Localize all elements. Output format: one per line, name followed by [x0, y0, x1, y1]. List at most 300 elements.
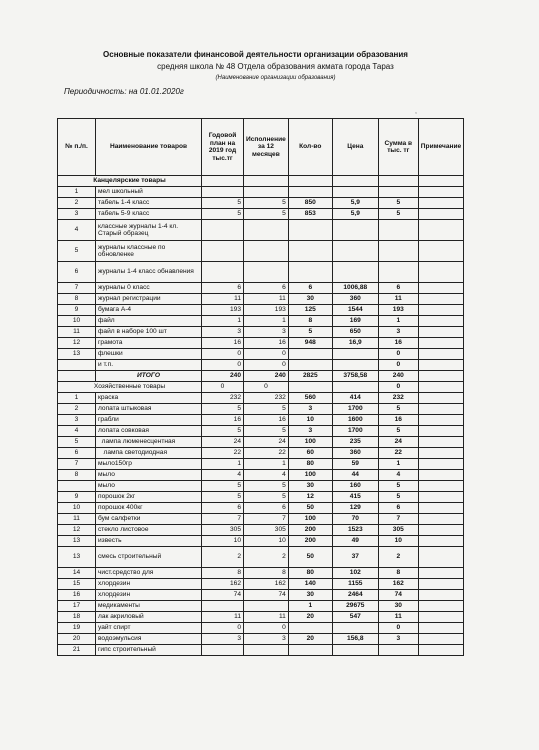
cell-price: 415 — [332, 492, 378, 503]
cell-sum: 22 — [378, 448, 418, 459]
cell-plan: 1 — [202, 459, 244, 470]
cell-price: 1155 — [332, 579, 378, 590]
cell-note — [418, 198, 463, 209]
cell-number: 14 — [58, 568, 96, 579]
cell-execution: 5 — [244, 492, 289, 503]
cell-price: 49 — [332, 536, 378, 547]
cell-note — [418, 262, 463, 283]
total-row — [58, 371, 464, 382]
empty-cell — [202, 176, 244, 187]
table-row — [58, 283, 464, 294]
cell-name: лампа люменесцентная — [96, 437, 202, 448]
cell-plan: 11 — [202, 294, 244, 305]
cell-quantity: 200 — [288, 536, 332, 547]
cell-quantity: 30 — [288, 481, 332, 492]
cell-name: журналы классные по обновленке — [96, 241, 202, 262]
cell-sum: 11 — [378, 294, 418, 305]
cell-plan: 3 — [202, 327, 244, 338]
cell-name: хлордезин — [96, 590, 202, 601]
cell-name: файл — [96, 316, 202, 327]
cell-note — [418, 634, 463, 645]
cell-execution: 5 — [244, 404, 289, 415]
cell-execution: 5 — [244, 481, 289, 492]
cell-number: 6 — [58, 448, 96, 459]
section-row — [58, 382, 464, 393]
cell-name: уайт спирт — [96, 623, 202, 634]
cell-number: 9 — [58, 492, 96, 503]
cell-number: 6 — [58, 262, 96, 283]
table-row — [58, 448, 464, 459]
cell-price: 235 — [332, 437, 378, 448]
cell-execution — [244, 241, 289, 262]
cell-name: журналы 1-4 класс обнавления — [96, 262, 202, 283]
cell-number: 3 — [58, 415, 96, 426]
cell-price: 1006,88 — [332, 283, 378, 294]
cell-sum: 24 — [378, 437, 418, 448]
cell-execution — [244, 262, 289, 283]
cell-note — [418, 393, 463, 404]
cell-execution — [244, 645, 289, 656]
table-row — [58, 187, 464, 198]
cell-quantity — [288, 623, 332, 634]
cell-number: 5 — [58, 241, 96, 262]
table-row — [58, 316, 464, 327]
cell-plan: 1 — [202, 316, 244, 327]
cell-name: табель 1-4 класс — [96, 198, 202, 209]
cell-number: 1 — [58, 187, 96, 198]
cell-plan: 24 — [202, 437, 244, 448]
empty-cell — [418, 176, 463, 187]
cell-execution: 1 — [244, 459, 289, 470]
cell-note — [418, 404, 463, 415]
cell-price — [332, 623, 378, 634]
empty-cell — [378, 176, 418, 187]
cell-plan: 7 — [202, 514, 244, 525]
cell-sum: 4 — [378, 470, 418, 481]
cell-quantity: 100 — [288, 514, 332, 525]
cell-plan: 0 — [202, 349, 244, 360]
col-header-name: Наименование товаров — [96, 119, 202, 176]
cell-plan: 3 — [202, 634, 244, 645]
cell-execution: 6 — [244, 283, 289, 294]
table-row — [58, 241, 464, 262]
cell-name: ИТОГО — [96, 371, 202, 382]
cell-price: 70 — [332, 514, 378, 525]
cell-note — [418, 590, 463, 601]
cell-plan — [202, 601, 244, 612]
cell-execution: 5 — [244, 209, 289, 220]
cell-name: бумага А-4 — [96, 305, 202, 316]
cell-quantity: 200 — [288, 525, 332, 536]
cell-number: 16 — [58, 590, 96, 601]
cell-sum: 0 — [378, 349, 418, 360]
cell-price — [332, 262, 378, 283]
cell-number: 3 — [58, 209, 96, 220]
cell-note — [418, 360, 463, 371]
cell-plan: 5 — [202, 492, 244, 503]
cell-quantity: 140 — [288, 579, 332, 590]
cell-name: лак акриловый — [96, 612, 202, 623]
cell-execution: 232 — [244, 393, 289, 404]
table-row — [58, 415, 464, 426]
cell-sum: 5 — [378, 404, 418, 415]
cell-price: 650 — [332, 327, 378, 338]
cell-sum: 5 — [378, 209, 418, 220]
table-row — [58, 568, 464, 579]
cell-sum: 5 — [378, 481, 418, 492]
cell-price: 37 — [332, 547, 378, 568]
table-row — [58, 305, 464, 316]
cell-sum: 74 — [378, 590, 418, 601]
cell-execution: 2 — [244, 547, 289, 568]
cell-sum: 232 — [378, 393, 418, 404]
cell-quantity: 8 — [288, 316, 332, 327]
cell-number: 12 — [58, 525, 96, 536]
cell-plan: 0 — [202, 623, 244, 634]
cell-price: 3758,58 — [332, 371, 378, 382]
table-row — [58, 492, 464, 503]
cell-note — [418, 514, 463, 525]
cell-execution — [244, 187, 289, 198]
table-body — [58, 176, 464, 656]
cell-sum — [378, 645, 418, 656]
cell-name: лопата штыковая — [96, 404, 202, 415]
cell-note — [418, 294, 463, 305]
table-row — [58, 645, 464, 656]
cell-price: 156,8 — [332, 634, 378, 645]
cell-name: мыло — [96, 470, 202, 481]
cell-name: смесь строительный — [96, 547, 202, 568]
cell-price: 59 — [332, 459, 378, 470]
header-row — [58, 119, 464, 176]
cell-sum: 0 — [378, 623, 418, 634]
table-row — [58, 547, 464, 568]
cell-sum: 5 — [378, 492, 418, 503]
cell-note — [418, 492, 463, 503]
cell-quantity — [288, 382, 332, 393]
cell-plan: 22 — [202, 448, 244, 459]
cell-note — [418, 426, 463, 437]
cell-plan: 5 — [202, 198, 244, 209]
cell-number: 18 — [58, 612, 96, 623]
table-row — [58, 349, 464, 360]
cell-price: 360 — [332, 294, 378, 305]
cell-number: 13 — [58, 349, 96, 360]
scan-mark: , — [415, 108, 417, 115]
col-header-execution: Исполнение за 12 месяцев — [244, 119, 289, 176]
table-row — [58, 634, 464, 645]
cell-quantity: 30 — [288, 294, 332, 305]
table-row — [58, 459, 464, 470]
table-row — [58, 327, 464, 338]
cell-number: 2 — [58, 198, 96, 209]
cell-execution: 8 — [244, 568, 289, 579]
table-row — [58, 503, 464, 514]
cell-execution: 6 — [244, 503, 289, 514]
cell-execution: 240 — [244, 371, 289, 382]
cell-name: грабли — [96, 415, 202, 426]
cell-plan: 162 — [202, 579, 244, 590]
cell-sum: 3 — [378, 327, 418, 338]
cell-note — [418, 612, 463, 623]
periodicity: Периодичность: на 01.01.2020г — [64, 87, 184, 96]
cell-quantity: 60 — [288, 448, 332, 459]
col-header-plan: Годовой план на 2019 год тыс.тг — [202, 119, 244, 176]
cell-number: 21 — [58, 645, 96, 656]
cell-sum — [378, 262, 418, 283]
cell-price: 1700 — [332, 404, 378, 415]
cell-sum: 1 — [378, 459, 418, 470]
cell-quantity: 3 — [288, 404, 332, 415]
section-title: Хозяйственные товары — [58, 382, 202, 393]
cell-plan: 5 — [202, 426, 244, 437]
cell-execution: 10 — [244, 536, 289, 547]
cell-price — [332, 382, 378, 393]
table-row — [58, 514, 464, 525]
table-row — [58, 437, 464, 448]
cell-quantity: 3 — [288, 426, 332, 437]
cell-price: 29675 — [332, 601, 378, 612]
cell-sum: 16 — [378, 415, 418, 426]
cell-quantity: 2825 — [288, 371, 332, 382]
cell-price: 1600 — [332, 415, 378, 426]
cell-price: 1700 — [332, 426, 378, 437]
cell-note — [418, 568, 463, 579]
cell-quantity: 20 — [288, 612, 332, 623]
cell-price: 414 — [332, 393, 378, 404]
cell-number: 7 — [58, 459, 96, 470]
cell-quantity: 5 — [288, 327, 332, 338]
cell-execution: 11 — [244, 612, 289, 623]
cell-note — [418, 525, 463, 536]
cell-price — [332, 360, 378, 371]
document-title: Основные показатели финансовой деятельности организации образования — [103, 50, 408, 59]
cell-note — [418, 415, 463, 426]
cell-execution: 5 — [244, 426, 289, 437]
cell-note — [418, 547, 463, 568]
cell-number: 11 — [58, 514, 96, 525]
cell-note — [418, 579, 463, 590]
cell-quantity — [288, 187, 332, 198]
table-row — [58, 623, 464, 634]
cell-name: флешки — [96, 349, 202, 360]
cell-name: и т.п. — [96, 360, 202, 371]
cell-sum: 240 — [378, 371, 418, 382]
cell-price: 1544 — [332, 305, 378, 316]
table-row — [58, 294, 464, 305]
col-header-quantity: Кол-во — [288, 119, 332, 176]
cell-plan: 74 — [202, 590, 244, 601]
cell-quantity — [288, 262, 332, 283]
cell-price — [332, 241, 378, 262]
cell-number: 9 — [58, 305, 96, 316]
cell-execution: 5 — [244, 198, 289, 209]
cell-note — [418, 470, 463, 481]
cell-plan — [202, 187, 244, 198]
cell-plan: 11 — [202, 612, 244, 623]
cell-execution: 0 — [244, 623, 289, 634]
cell-price — [332, 220, 378, 241]
cell-number: 10 — [58, 316, 96, 327]
cell-price — [332, 187, 378, 198]
cell-number: 17 — [58, 601, 96, 612]
cell-sum: 162 — [378, 579, 418, 590]
cell-plan: 8 — [202, 568, 244, 579]
cell-plan: 5 — [202, 209, 244, 220]
cell-quantity: 50 — [288, 503, 332, 514]
cell-execution: 16 — [244, 338, 289, 349]
cell-sum: 5 — [378, 198, 418, 209]
cell-sum: 10 — [378, 536, 418, 547]
cell-quantity: 560 — [288, 393, 332, 404]
cell-name: мыло — [96, 481, 202, 492]
cell-sum: 5 — [378, 426, 418, 437]
cell-note — [418, 437, 463, 448]
goods-table — [57, 118, 464, 656]
cell-plan: 5 — [202, 404, 244, 415]
table-row — [58, 481, 464, 492]
cell-quantity: 1 — [288, 601, 332, 612]
table-row — [58, 209, 464, 220]
cell-note — [418, 305, 463, 316]
cell-sum — [378, 220, 418, 241]
cell-name: табель 5-9 класс — [96, 209, 202, 220]
cell-price: 16,9 — [332, 338, 378, 349]
cell-name: лопата совковая — [96, 426, 202, 437]
cell-note — [418, 349, 463, 360]
table-row — [58, 198, 464, 209]
cell-execution — [244, 220, 289, 241]
table-row — [58, 262, 464, 283]
cell-sum: 2 — [378, 547, 418, 568]
cell-quantity: 948 — [288, 338, 332, 349]
cell-name: бум салфетки — [96, 514, 202, 525]
cell-price: 5,9 — [332, 198, 378, 209]
cell-name: хлордезин — [96, 579, 202, 590]
cell-quantity — [288, 241, 332, 262]
cell-name: мел школьный — [96, 187, 202, 198]
cell-number: 10 — [58, 503, 96, 514]
cell-price: 44 — [332, 470, 378, 481]
cell-quantity: 30 — [288, 590, 332, 601]
cell-note — [418, 316, 463, 327]
section-row — [58, 176, 464, 187]
cell-note — [418, 371, 463, 382]
cell-plan: 0 — [202, 382, 244, 393]
cell-plan: 6 — [202, 283, 244, 294]
cell-price — [332, 349, 378, 360]
table-row — [58, 612, 464, 623]
section-title: Канцелярские товары — [58, 176, 202, 187]
cell-plan: 232 — [202, 393, 244, 404]
cell-number: 13 — [58, 547, 96, 568]
cell-note — [418, 448, 463, 459]
cell-number: 19 — [58, 623, 96, 634]
organization-name: средняя школа № 48 Отдела образования акмата города Тараз — [157, 62, 394, 71]
cell-number: 7 — [58, 283, 96, 294]
cell-name: журналы 0 класс — [96, 283, 202, 294]
cell-note — [418, 645, 463, 656]
table-row — [58, 525, 464, 536]
cell-quantity: 100 — [288, 437, 332, 448]
table-row — [58, 338, 464, 349]
table-row — [58, 393, 464, 404]
cell-plan: 193 — [202, 305, 244, 316]
cell-price: 129 — [332, 503, 378, 514]
cell-execution: 305 — [244, 525, 289, 536]
cell-sum: 3 — [378, 634, 418, 645]
cell-plan: 0 — [202, 360, 244, 371]
cell-execution: 0 — [244, 360, 289, 371]
cell-sum: 6 — [378, 283, 418, 294]
cell-name: известь — [96, 536, 202, 547]
cell-plan — [202, 241, 244, 262]
cell-note — [418, 382, 463, 393]
cell-execution: 74 — [244, 590, 289, 601]
cell-note — [418, 327, 463, 338]
cell-name: чист.средство для — [96, 568, 202, 579]
cell-sum: 8 — [378, 568, 418, 579]
cell-execution: 193 — [244, 305, 289, 316]
cell-execution: 0 — [244, 382, 289, 393]
cell-number — [58, 371, 96, 382]
cell-name: файл в наборе 100 шт — [96, 327, 202, 338]
table-row — [58, 590, 464, 601]
cell-note — [418, 283, 463, 294]
table-row — [58, 360, 464, 371]
col-header-number: № п./п. — [58, 119, 96, 176]
cell-plan — [202, 645, 244, 656]
cell-name: гипс строительный — [96, 645, 202, 656]
cell-quantity — [288, 360, 332, 371]
cell-plan: 305 — [202, 525, 244, 536]
cell-name: водоэмульсия — [96, 634, 202, 645]
cell-note — [418, 338, 463, 349]
cell-quantity: 6 — [288, 283, 332, 294]
table-row — [58, 470, 464, 481]
cell-execution: 11 — [244, 294, 289, 305]
cell-execution — [244, 601, 289, 612]
cell-quantity: 80 — [288, 459, 332, 470]
table-row — [58, 536, 464, 547]
cell-quantity: 853 — [288, 209, 332, 220]
empty-cell — [332, 176, 378, 187]
table-row — [58, 404, 464, 415]
cell-name: краска — [96, 393, 202, 404]
cell-sum: 30 — [378, 601, 418, 612]
cell-plan: 4 — [202, 470, 244, 481]
cell-name: лампа светодиодная — [96, 448, 202, 459]
cell-quantity: 850 — [288, 198, 332, 209]
cell-plan: 6 — [202, 503, 244, 514]
cell-price: 102 — [332, 568, 378, 579]
cell-execution: 4 — [244, 470, 289, 481]
cell-sum: 305 — [378, 525, 418, 536]
cell-quantity: 20 — [288, 634, 332, 645]
cell-plan: 5 — [202, 481, 244, 492]
cell-price: 360 — [332, 448, 378, 459]
cell-plan — [202, 220, 244, 241]
cell-number: 5 — [58, 437, 96, 448]
cell-number: 4 — [58, 220, 96, 241]
cell-number: 13 — [58, 536, 96, 547]
cell-quantity — [288, 349, 332, 360]
cell-name: журнал регистрации — [96, 294, 202, 305]
organization-caption: (Наименование организации образования) — [215, 75, 336, 81]
cell-price: 547 — [332, 612, 378, 623]
cell-price: 5,9 — [332, 209, 378, 220]
cell-price — [332, 645, 378, 656]
